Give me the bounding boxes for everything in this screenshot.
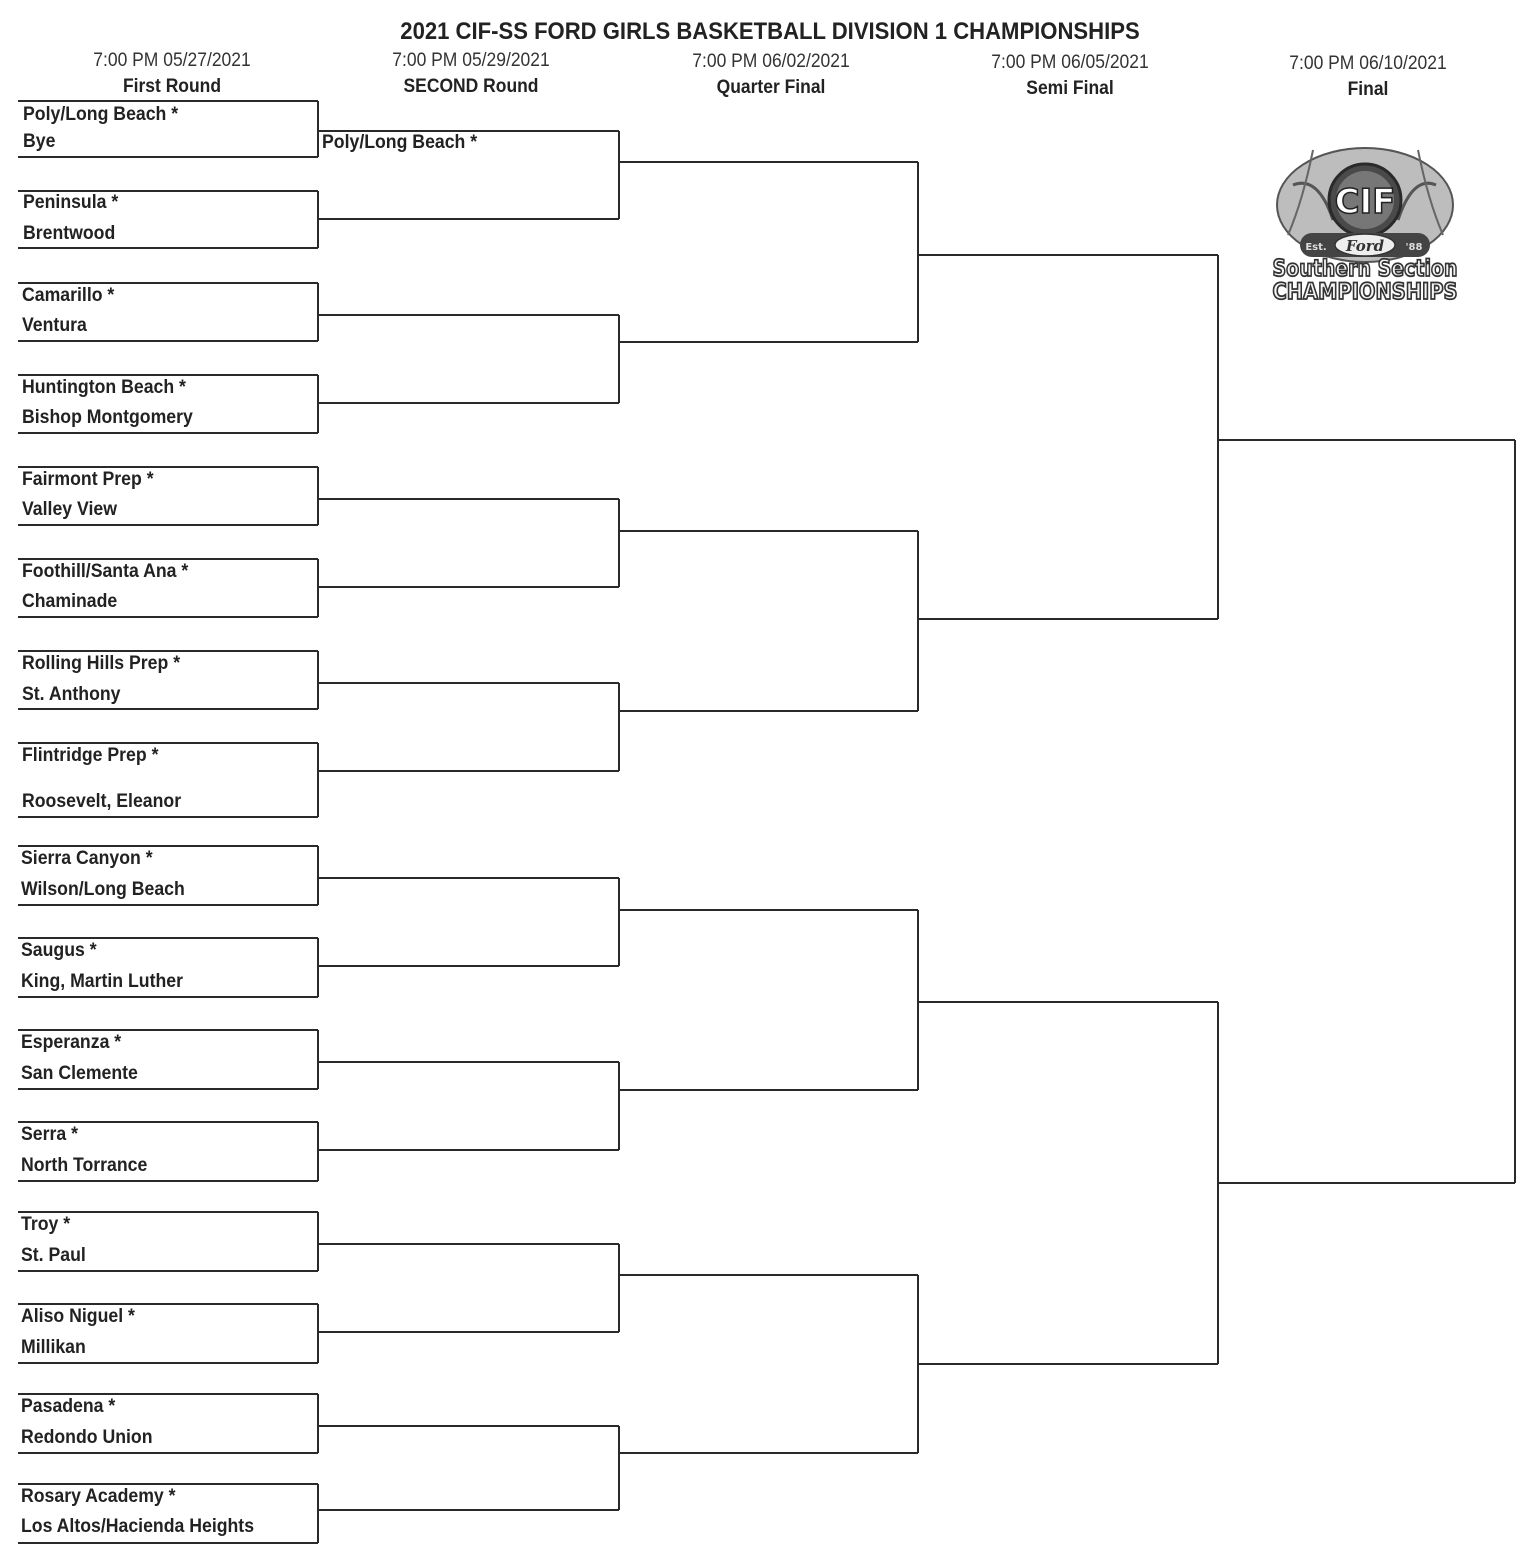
team-home: Poly/Long Beach * — [23, 104, 179, 125]
round-name: Quarter Final — [716, 77, 826, 98]
svg-text:'88: '88 — [1405, 242, 1423, 253]
round-name: Final — [1347, 79, 1389, 100]
round-name: SECOND Round — [403, 76, 539, 97]
svg-text:Est.: Est. — [1305, 242, 1327, 253]
team-home: Sierra Canyon * — [21, 848, 153, 869]
team-home: Flintridge Prep * — [22, 745, 159, 766]
team-away: Wilson/Long Beach — [21, 879, 185, 900]
round-time: 7:00 PM 05/29/2021 — [392, 50, 550, 71]
svg-text:Ford: Ford — [1345, 237, 1385, 255]
team-away: Redondo Union — [21, 1427, 153, 1448]
team-away: San Clemente — [21, 1063, 138, 1084]
team-away: St. Anthony — [22, 684, 121, 705]
team-home: Saugus * — [21, 940, 97, 961]
round-name: Semi Final — [1026, 78, 1114, 99]
team-home: Peninsula * — [23, 192, 119, 213]
team-away: King, Martin Luther — [21, 971, 183, 992]
round-time: 7:00 PM 06/10/2021 — [1289, 53, 1447, 74]
team-away: St. Paul — [21, 1245, 86, 1266]
team-away: Millikan — [21, 1337, 86, 1358]
team-home: Serra * — [21, 1124, 78, 1145]
svg-text:Southern Section: Southern Section — [1272, 256, 1458, 282]
round-time: 7:00 PM 06/05/2021 — [991, 52, 1149, 73]
team-away: North Torrance — [21, 1155, 148, 1176]
team-away: Bye — [23, 131, 56, 152]
round-name: First Round — [122, 76, 222, 97]
team-away: Ventura — [22, 315, 87, 336]
team-away: Brentwood — [23, 223, 116, 244]
svg-text:CHAMPIONSHIPS: CHAMPIONSHIPS — [1272, 280, 1458, 305]
second-round-winner: Poly/Long Beach * — [322, 132, 478, 153]
svg-text:CIF: CIF — [1334, 182, 1396, 222]
team-away: Valley View — [22, 499, 117, 520]
round-time: 7:00 PM 05/27/2021 — [93, 50, 251, 71]
team-home: Pasadena * — [21, 1396, 116, 1417]
team-away: Roosevelt, Eleanor — [22, 791, 182, 812]
team-away: Bishop Montgomery — [22, 407, 193, 428]
team-away: Los Altos/Hacienda Heights — [21, 1516, 255, 1537]
team-home: Camarillo * — [22, 285, 115, 306]
team-home: Foothill/Santa Ana * — [22, 561, 189, 582]
team-home: Rolling Hills Prep * — [22, 653, 181, 674]
team-home: Fairmont Prep * — [22, 469, 154, 490]
team-home: Huntington Beach * — [22, 377, 186, 398]
team-home: Esperanza * — [21, 1032, 122, 1053]
team-home: Troy * — [21, 1214, 71, 1235]
page-title: 2021 CIF-SS FORD GIRLS BASKETBALL DIVISION 1 CHAMPIONSHIPS — [400, 18, 1140, 45]
team-home: Rosary Academy * — [21, 1486, 176, 1507]
team-away: Chaminade — [22, 591, 118, 612]
cif-ss-championships-logo — [1268, 145, 1463, 305]
team-home: Aliso Niguel * — [21, 1306, 135, 1327]
round-time: 7:00 PM 06/02/2021 — [692, 51, 850, 72]
